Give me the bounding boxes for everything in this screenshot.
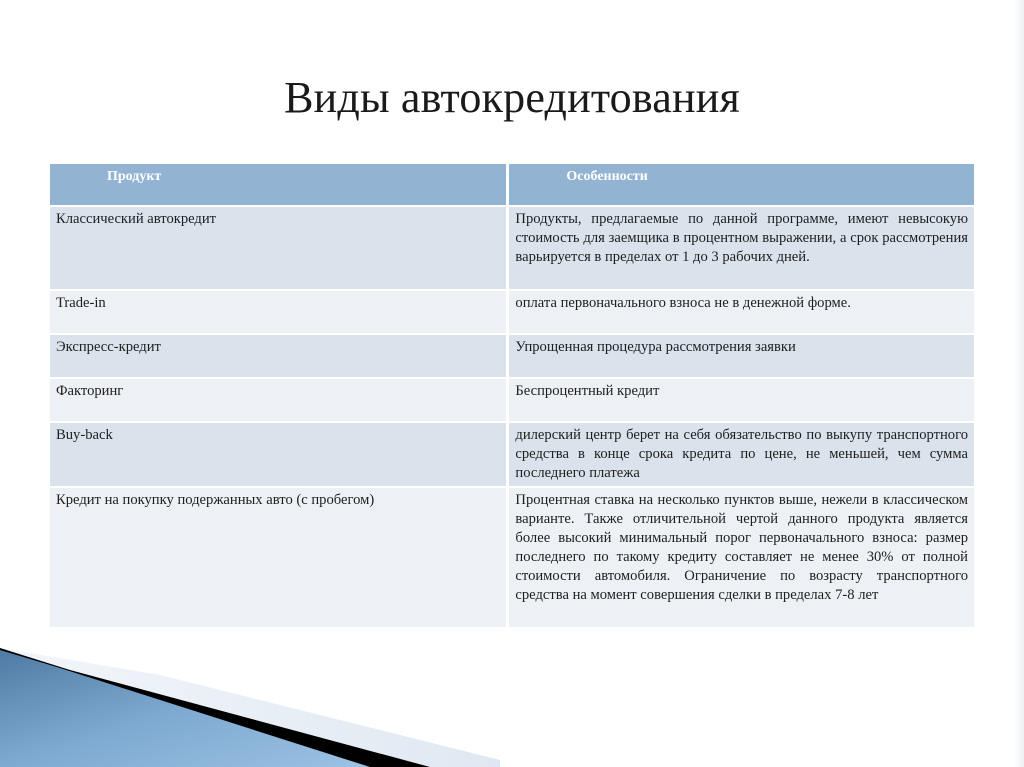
features-cell: Беспроцентный кредит — [509, 379, 974, 423]
decorative-swoosh-graphic — [0, 620, 1024, 767]
table-row — [50, 207, 974, 291]
table-row — [50, 423, 974, 488]
table-row — [50, 291, 974, 335]
features-cell: дилерский центр берет на себя обязательство по выкупу транспортного средства в конце срока кредита по цене, не меньшей, чем сумма последнего платежа — [509, 423, 974, 488]
table-header-row — [50, 164, 974, 207]
product-cell: Факторинг — [50, 379, 509, 423]
product-cell: Trade-in — [50, 291, 509, 335]
features-cell: оплата первоначального взноса не в денежной форме. — [509, 291, 974, 335]
slide-title: Виды автокредитования — [284, 73, 740, 122]
column-header-features: Особенности — [509, 164, 974, 207]
product-cell: Классический автокредит — [50, 207, 509, 291]
features-cell: Упрощенная процедура рассмотрения заявки — [509, 335, 974, 379]
features-cell: Процентная ставка на несколько пунктов выше, нежели в классическом варианте. Также отличительной чертой данного продукта является более высокий минимальный порог первоначального взноса: размер последнего по такому кредиту составляет не менее 30% от полной стоимости автомобиля. Ограничение по возрасту транспортного средства на момент совершения сделки в пределах 7-8 лет — [509, 488, 974, 629]
table-row — [50, 488, 974, 629]
features-cell: Продукты, предлагаемые по данной программе, имеют невысокую стоимость для заемщика в процентном выражении, а срок рассмотрения варьируется в пределах от 1 до 3 рабочих дней. — [509, 207, 974, 291]
product-cell: Экспресс-кредит — [50, 335, 509, 379]
product-cell: Buy-back — [50, 423, 509, 488]
table-row — [50, 379, 974, 423]
table-row — [50, 335, 974, 379]
product-cell: Кредит на покупку подержанных авто (с пробегом) — [50, 488, 509, 629]
column-header-product: Продукт — [50, 164, 509, 207]
auto-credit-types-table — [50, 164, 974, 629]
